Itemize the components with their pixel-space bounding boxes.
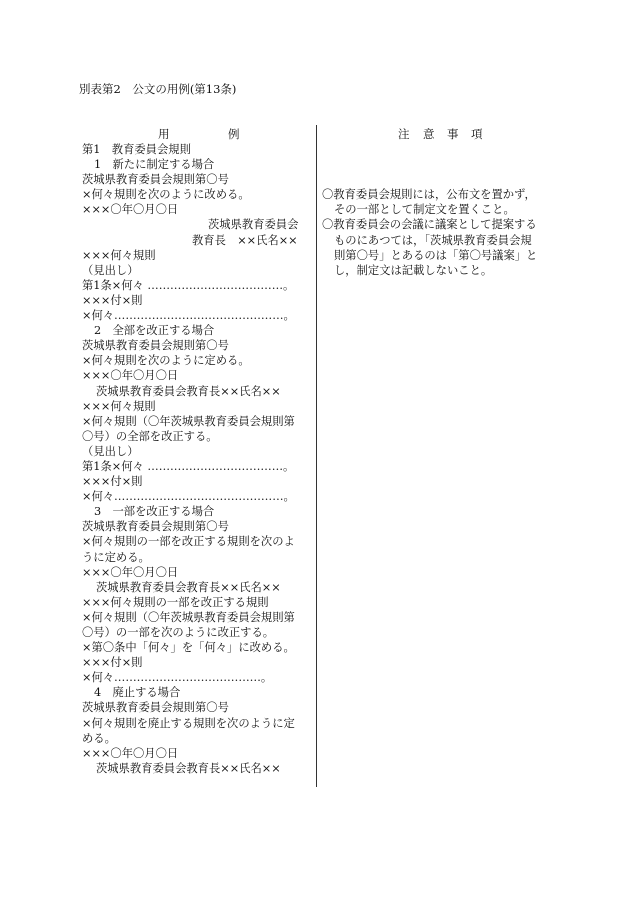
example-line: ×何々規則を次のように定める。	[82, 354, 250, 368]
note-line: 〇教育委員会規則には，公布文を置かず，	[322, 188, 536, 202]
example-line: ×何々………………………………………。	[82, 309, 295, 323]
notes-column	[322, 127, 554, 278]
example-line: 第1条×何々 ………………………………。	[82, 278, 295, 292]
notes-header-char2: 意	[423, 127, 435, 141]
example-line: 茨城県教育委員会教育長××氏名××	[96, 761, 281, 775]
example-line: ×何々…………………………………。	[82, 671, 273, 685]
example-line: ×××〇年〇月〇日	[82, 565, 179, 579]
page-title: 別表第2 公文の用例(第13条)	[79, 82, 237, 96]
example-line: 3 一部を改正する場合	[94, 505, 215, 519]
examples-body	[82, 142, 316, 776]
example-line: める。	[82, 731, 116, 745]
example-line: ×何々規則を廃止する規則を次のように定	[82, 716, 295, 730]
example-line: 第1 教育委員会規則	[82, 143, 191, 156]
example-line: 〇号）の一部を次のように改正する。	[82, 626, 275, 639]
example-line: 1 新たに制定する場合	[94, 158, 215, 172]
example-line: うに定める。	[82, 550, 150, 564]
example-line: 茨城県教育委員会規則第〇号	[82, 173, 229, 187]
column-divider	[316, 125, 317, 787]
example-line: ×何々規則の一部を改正する規則を次のよ	[82, 535, 295, 549]
notes-header-char1: 注	[398, 127, 410, 141]
example-line: ×何々規則（〇年茨城県教育委員会規則第	[82, 610, 295, 624]
example-line: 茨城県教育委員会規則第〇号	[82, 701, 229, 715]
example-line: 茨城県教育委員会	[208, 218, 299, 232]
note-line: し，制定文は記載しないこと。	[334, 263, 493, 277]
example-line: 茨城県教育委員会規則第〇号	[82, 520, 229, 534]
example-line: ×××付×則	[82, 475, 143, 489]
examples-header-part2: 例	[228, 127, 240, 141]
note-line: ものにあつては，「茨城県教育委員会規	[334, 233, 532, 247]
example-line: ×××付×則	[82, 293, 143, 307]
example-line: 2 全部を改正する場合	[94, 324, 215, 338]
example-line: ×何々………………………………………。	[82, 490, 295, 504]
notes-header	[322, 127, 554, 142]
example-line: ×××〇年〇月〇日	[82, 369, 179, 383]
example-line: 4 廃止する場合	[94, 686, 181, 700]
example-line: 茨城県教育委員会規則第〇号	[82, 339, 229, 353]
examples-header	[82, 127, 316, 142]
notes-header-char4: 項	[471, 127, 483, 141]
note-line: 〇教育委員会の会議に議案として提案する	[322, 218, 537, 232]
example-line: ×××付×則	[82, 656, 143, 670]
example-line: 茨城県教育委員会教育長××氏名××	[96, 580, 281, 594]
example-line: （見出し）	[82, 263, 139, 277]
example-line: ×××〇年〇月〇日	[82, 746, 179, 760]
example-line: 茨城県教育委員会教育長××氏名××	[96, 384, 281, 398]
example-line: 教育長 ××氏名××	[192, 233, 298, 247]
example-line: 〇号）の全部を改正する。	[82, 429, 218, 443]
example-line: ×第〇条中「何々」を「何々」に改める。	[82, 641, 295, 655]
notes-header-char3: 事	[447, 127, 459, 141]
examples-column	[82, 127, 316, 776]
example-line: 第1条×何々 ………………………………。	[82, 459, 295, 473]
example-line: ×何々規則を次のように改める。	[82, 188, 250, 202]
notes-spacer	[322, 142, 554, 187]
example-line: ×何々規則（〇年茨城県教育委員会規則第	[82, 414, 295, 428]
examples-header-part1: 用	[158, 127, 170, 141]
example-line: ×××何々規則	[82, 248, 156, 262]
note-line: 則第〇号」とあるのは「第〇号議案」と	[334, 248, 538, 262]
example-line: ×××何々規則	[82, 399, 156, 413]
example-line: ×××何々規則の一部を改正する規則	[82, 595, 269, 609]
note-line: その一部として制定文を置くこと。	[334, 203, 515, 217]
example-line: ×××〇年〇月〇日	[82, 203, 179, 217]
notes-body	[322, 187, 554, 278]
example-line: （見出し）	[82, 444, 139, 458]
